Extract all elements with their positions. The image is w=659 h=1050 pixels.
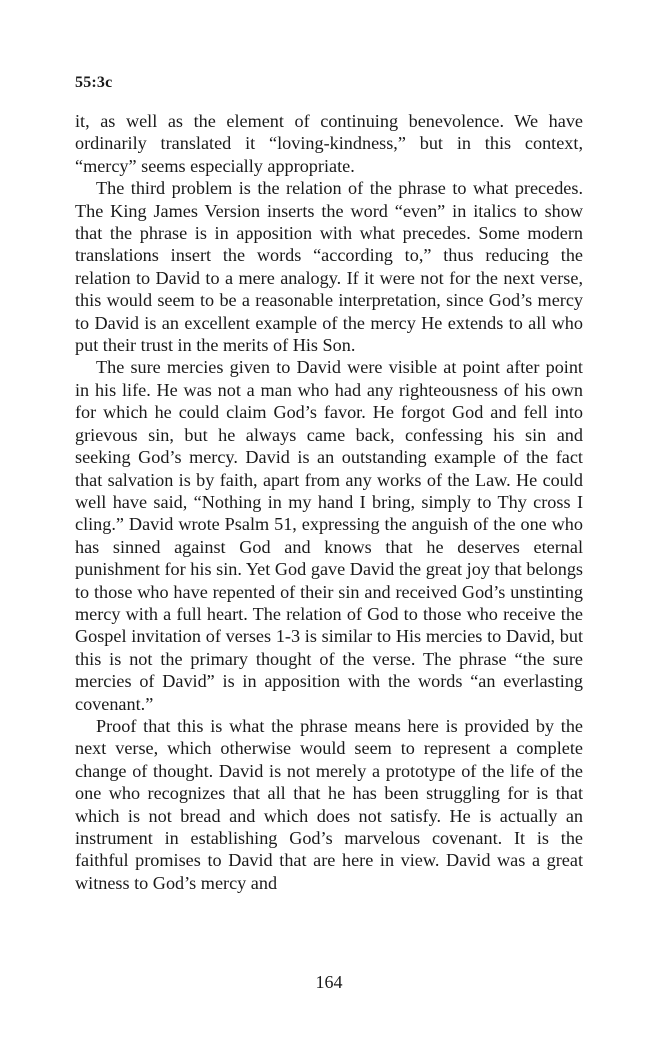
- paragraph-3: The sure mercies given to David were visible at point after point in his life. He was not a man who had any righteousness of his own for which he could claim God’s favor. He forgot God and fell into grievous sin, but he always came back, confessing his sin and seeking God’s mercy. David is an outstanding example of the fact that salvation is by faith, apart from any works of the Law. He could well have said, “Nothing in my hand I bring, simply to Thy cross I cling.” David wrote Psalm 51, expressing the anguish of the one who has sinned against God and knows that he deserves eternal punishment for his sin. Yet God gave David the great joy that belongs to those who have repented of their sin and received God’s unstinting mercy with a full heart. The relation of God to those who receive the Gospel invitation of verses 1-3 is similar to His mercies to David, but this is not the primary thought of the verse. The phrase “the sure mercies of David” is in apposition with the words “an everlasting covenant.”: [75, 357, 583, 714]
- paragraph-4: Proof that this is what the phrase means here is provided by the next verse, which otherwise would seem to represent a complete change of thought. David is not merely a prototype of the life of the one who recognizes that all that he has been struggling for is that which is not bread and which does not satisfy. He is actually an instrument in establishing God’s marvelous covenant. It is the faithful promises to David that are here in view. David was a great witness to God’s mercy and: [75, 715, 583, 893]
- page-number: 164: [315, 972, 343, 992]
- paragraph-2: The third problem is the relation of the phrase to what precedes. The King James Version inserts the word “even” in italics to show that the phrase is in apposition with what precedes. Some modern translations insert the words “according to,” thus reducing the relation to David to a mere analogy. If it were not for the next verse, this would seem to be a reasonable interpretation, since God’s mercy to David is an excellent example of the mercy He extends to all who put their trust in the merits of His Son.: [75, 178, 583, 356]
- body-text: [75, 110, 583, 894]
- running-head: 55:3c: [75, 74, 113, 91]
- paragraph-1: it, as well as the element of continuing benevolence. We have ordinarily translated it “loving-kindness,” but in this context, “mercy” seems especially appropriate.: [75, 111, 583, 176]
- book-page: [75, 0, 583, 1050]
